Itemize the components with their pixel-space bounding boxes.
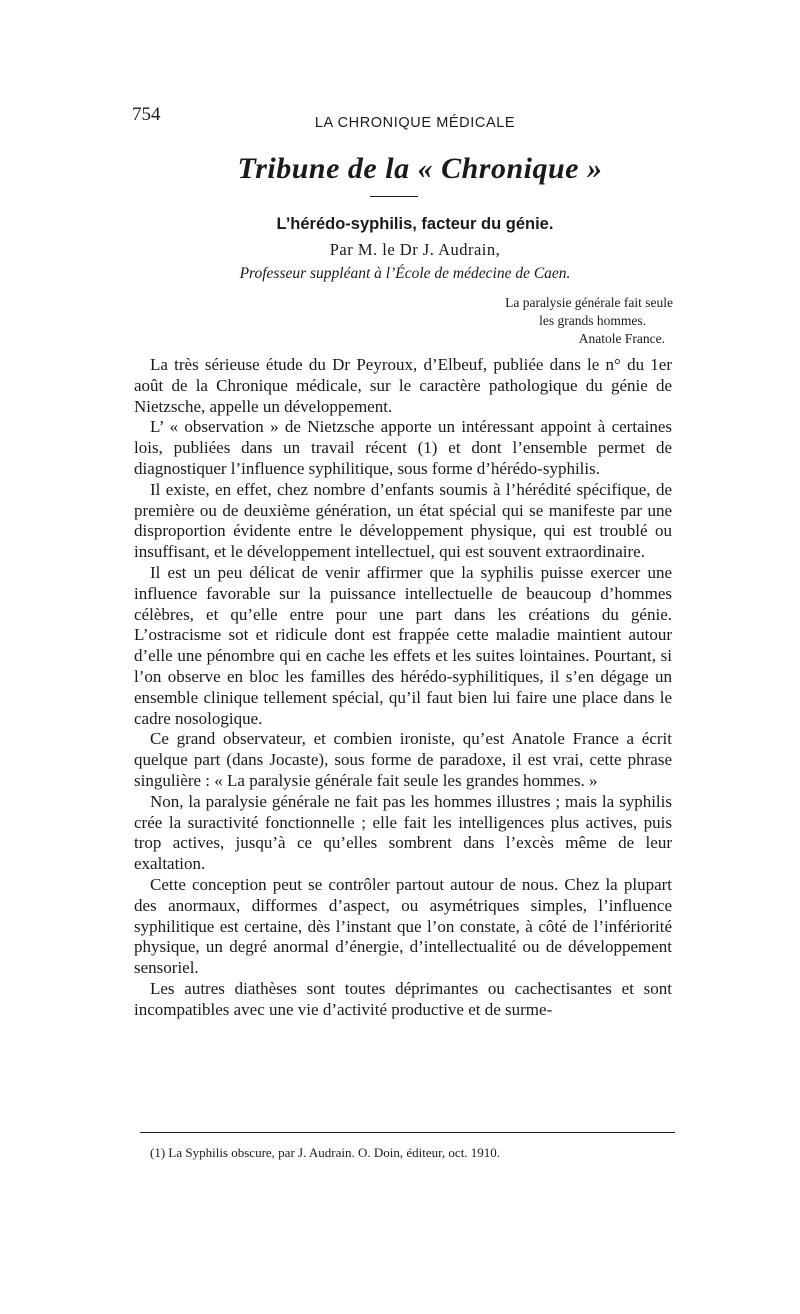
epigraph — [468, 294, 673, 347]
epigraph-line: La paralysie générale fait seule — [505, 295, 673, 310]
paragraph: Il existe, en effet, chez nombre d’enfants soumis à l’hérédité spécifique, de première ou de deuxième génération, un état spécial qui se manifeste par une disproportion évidente entre le développement physique, qui est troublé ou insuffisant, et le développement intellectuel, qui est souvent extraordinaire. — [134, 479, 672, 562]
paragraph: Les autres diathèses sont toutes déprimantes ou cachectisantes et sont incompatibles avec une vie d’activité productive et de surme- — [134, 978, 672, 1019]
section-heading: Tribune de la « Chronique » — [237, 152, 603, 185]
article-title: L’hérédo-syphilis, facteur du génie. — [276, 215, 554, 233]
paragraph: Non, la paralysie générale ne fait pas les hommes illustres ; mais la syphilis crée la suractivité fonctionnelle ; elle fait les intelligences plus actives, puis trop actives, jusqu’à ce qu’elles sombrent dans l’excès même de leur exaltation. — [134, 791, 672, 874]
paragraph: L’ « observation » de Nietzsche apporte un intéressant appoint à certaines lois, publiées dans un travail récent (1) et dont l’ensemble permet de diagnostiquer l’influence syphilitique, sous forme d’hérédo-syphilis. — [134, 417, 672, 478]
paragraph: Cette conception peut se contrôler partout autour de nous. Chez la plupart des anormaux, difformes d’aspect, ou asymétriques simples, l’influence syphilitique est certaine, dès l’instant que l’on constate, à côté de l’infériorité physique, un degré anormal d’énergie, d’intellectualité ou de développement sensoriel. — [134, 874, 672, 978]
epigraph-attribution: Anatole France. — [578, 330, 665, 346]
paragraph: La très sérieuse étude du Dr Peyroux, d’Elbeuf, publiée dans le n° du 1er août de la Chronique médicale, sur le caractère pathologique du génie de Nietzsche, appelle un développement. — [134, 355, 672, 416]
footnote: (1) La Syphilis obscure, par J. Audrain. O. Doin, éditeur, oct. 1910. — [150, 1145, 501, 1160]
article-author: Par M. le Dr J. Audrain, — [329, 240, 501, 259]
footnote-rule — [140, 1132, 675, 1133]
author-affiliation: Professeur suppléant à l’École de médecine de Caen. — [239, 265, 571, 282]
heading-rule — [370, 196, 418, 197]
article-body — [134, 355, 672, 1021]
paragraph: Il est un peu délicat de venir affirmer que la syphilis puisse exercer une influence favorable sur la puissance intellectuelle de beaucoup d’hommes célèbres, et qu’elle entre pour une part dans les créations du génie. L’ostracisme sot et ridicule dont est frappée cette maladie maintient autour d’elle une pénombre qui en cache les effets et les suites lointaines. Pourtant, si l’on observe en bloc les familles des hérédo-syphilitiques, il s’en dégage un ensemble clinique tellement spécial, qu’il faut bien lui faire une place dans le cadre nosologique. — [134, 562, 672, 728]
epigraph-line: les grands hommes. — [539, 312, 646, 328]
page-number: 754 — [132, 104, 161, 125]
running-head: LA CHRONIQUE MÉDICALE — [314, 115, 516, 131]
paragraph: Ce grand observateur, et combien ironiste, qu’est Anatole France a écrit quelque part (dans Jocaste), sous forme de paradoxe, il est vrai, cette phrase singulière : « La paralysie générale fait seule les grandes hommes. » — [134, 729, 672, 790]
